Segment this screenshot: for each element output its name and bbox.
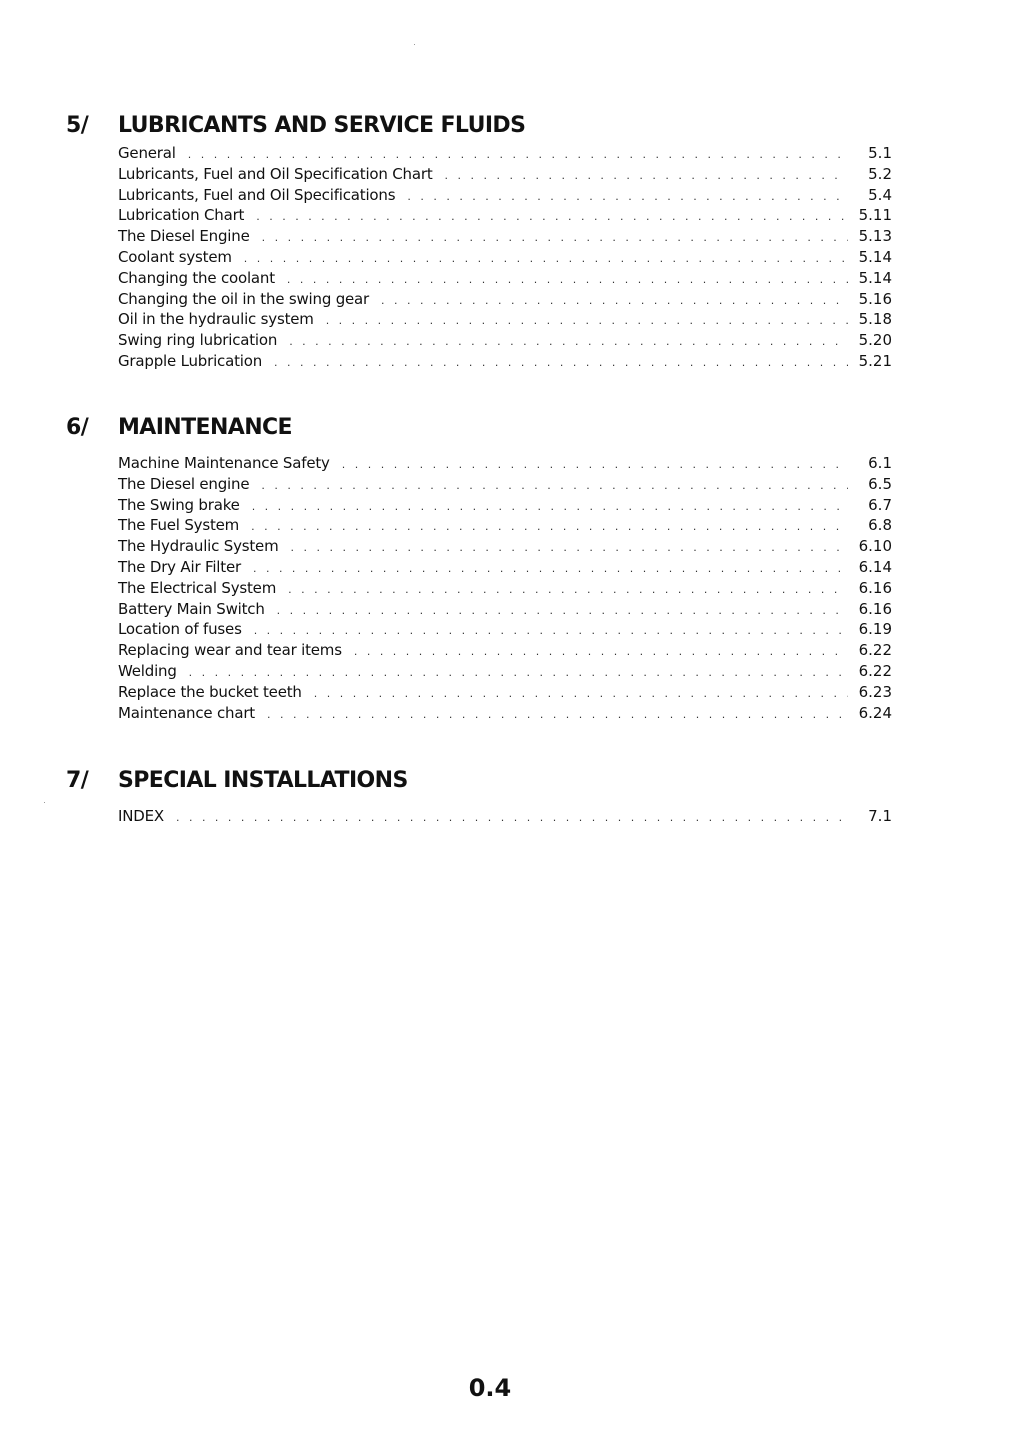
toc-entry-page: 5.21 — [858, 351, 892, 370]
dot-leader — [244, 249, 848, 270]
dot-leader — [291, 538, 849, 559]
section-title: LUBRICANTS AND SERVICE FLUIDS — [118, 113, 526, 138]
toc-entry-page: 6.14 — [858, 557, 892, 576]
toc-entry-page: 5.18 — [858, 310, 892, 329]
toc-entry-label: INDEX — [118, 807, 164, 825]
toc-entry-page: 6.1 — [868, 454, 892, 472]
toc-entry-page: 6.5 — [868, 474, 892, 493]
toc-entry-label: Lubrication Chart — [118, 206, 245, 225]
toc-entry-page: 6.19 — [858, 620, 892, 639]
toc-entry-page: 6.22 — [858, 661, 892, 680]
toc-entry-label: Replacing wear and tear items — [118, 641, 342, 660]
toc-entry — [118, 185, 892, 206]
dot-leader — [262, 228, 848, 249]
dot-leader — [274, 353, 848, 374]
toc-entry-label: Lubricants, Fuel and Oil Specification Chart — [118, 164, 433, 183]
toc-entry — [118, 495, 892, 516]
toc-entry — [118, 578, 892, 599]
dot-leader — [289, 332, 848, 353]
toc-entry — [118, 268, 892, 289]
scan-speck — [414, 44, 415, 45]
toc-entry — [118, 453, 892, 474]
toc-entry — [118, 247, 892, 268]
section-number: 6/ — [66, 415, 89, 440]
toc-entry-page: 7.1 — [868, 807, 892, 825]
toc-entry — [118, 309, 892, 330]
toc-entry-label: The Diesel engine — [118, 474, 250, 493]
toc-entry-page: 5.11 — [858, 206, 892, 225]
toc-entry-label: General — [118, 144, 176, 162]
dot-leader — [189, 663, 848, 684]
toc-entry-page: 6.10 — [858, 537, 892, 556]
toc-entry-label: The Diesel Engine — [118, 227, 250, 246]
toc-entry-label: Changing the oil in the swing gear — [118, 289, 370, 308]
toc-entry-page: 5.4 — [868, 185, 892, 204]
toc-entry-label: Oil in the hydraulic system — [118, 310, 314, 329]
toc-entry-page: 5.20 — [858, 331, 892, 350]
toc-entry-page: 6.22 — [858, 641, 892, 660]
toc-entry — [118, 557, 892, 578]
toc-entry — [118, 515, 892, 536]
toc-entry — [118, 164, 892, 185]
toc-list — [118, 453, 892, 723]
section-title: SPECIAL INSTALLATIONS — [118, 768, 408, 793]
dot-leader — [256, 207, 848, 228]
toc-entry-label: Machine Maintenance Safety — [118, 454, 330, 472]
toc-entry — [118, 143, 892, 164]
toc-list — [118, 806, 892, 827]
section-heading — [0, 768, 1024, 798]
toc-entry-label: Coolant system — [118, 247, 232, 266]
dot-leader — [287, 270, 848, 291]
toc-list — [118, 143, 892, 372]
dot-leader — [288, 580, 848, 601]
dot-leader — [176, 808, 848, 829]
toc-entry — [118, 330, 892, 351]
toc-entry-label: Location of fuses — [118, 620, 242, 639]
toc-entry — [118, 640, 892, 661]
toc-entry-page: 6.16 — [858, 578, 892, 597]
toc-entry-page: 6.7 — [868, 495, 892, 514]
toc-entry-label: The Fuel System — [118, 516, 240, 535]
dot-leader — [314, 684, 848, 705]
toc-entry-label: The Swing brake — [118, 495, 240, 514]
section-title: MAINTENANCE — [118, 415, 292, 440]
toc-entry-label: The Electrical System — [118, 578, 277, 597]
toc-entry-label: Swing ring lubrication — [118, 331, 278, 350]
toc-entry — [118, 599, 892, 620]
toc-entry-page: 6.16 — [858, 599, 892, 618]
toc-entry — [118, 205, 892, 226]
toc-entry-label: Grapple Lubrication — [118, 351, 263, 370]
section-number: 5/ — [66, 113, 89, 138]
toc-entry-page: 5.13 — [858, 227, 892, 246]
toc-entry-page: 5.14 — [858, 268, 892, 287]
scan-speck — [44, 802, 45, 803]
dot-leader — [381, 291, 848, 312]
section-heading — [0, 113, 1024, 143]
toc-entry-label: Changing the coolant — [118, 268, 275, 287]
toc-entry — [118, 682, 892, 703]
toc-entry — [118, 351, 892, 372]
toc-entry-page: 5.2 — [868, 164, 892, 183]
toc-entry — [118, 806, 892, 827]
toc-entry-label: The Dry Air Filter — [118, 557, 241, 576]
section-heading — [0, 415, 1024, 445]
dot-leader — [445, 166, 848, 187]
toc-entry-label: The Hydraulic System — [118, 537, 279, 556]
toc-entry-label: Battery Main Switch — [118, 599, 265, 618]
dot-leader — [277, 601, 848, 622]
toc-entry-label: Lubricants, Fuel and Oil Specifications — [118, 185, 396, 204]
dot-leader — [261, 476, 848, 497]
toc-entry — [118, 661, 892, 682]
toc-entry-page: 6.8 — [868, 516, 892, 535]
section-6 — [0, 415, 1024, 722]
section-7 — [0, 768, 1024, 825]
section-5 — [0, 113, 1024, 370]
dot-leader — [407, 187, 848, 208]
dot-leader — [267, 705, 848, 726]
toc-entry-label: Welding — [118, 661, 177, 680]
toc-entry — [118, 226, 892, 247]
dot-leader — [354, 642, 848, 663]
toc-entry-label: Replace the bucket teeth — [118, 682, 302, 701]
toc-entry-page: 6.23 — [858, 682, 892, 701]
dot-leader — [251, 517, 848, 538]
dot-leader — [253, 559, 848, 580]
dot-leader — [326, 311, 848, 332]
toc-entry-label: Maintenance chart — [118, 703, 255, 722]
dot-leader — [254, 621, 848, 642]
dot-leader — [342, 455, 848, 476]
toc-entry-page: 5.1 — [868, 144, 892, 162]
dot-leader — [252, 497, 848, 518]
toc-entry-page: 5.16 — [858, 289, 892, 308]
toc-entry — [118, 536, 892, 557]
toc-entry — [118, 289, 892, 310]
toc-entry — [118, 474, 892, 495]
toc-entry — [118, 703, 892, 724]
toc-entry — [118, 619, 892, 640]
toc-entry-page: 6.24 — [858, 703, 892, 722]
dot-leader — [188, 145, 848, 166]
toc-entry-page: 5.14 — [858, 247, 892, 266]
page-number: 0.4 — [468, 1374, 512, 1402]
section-number: 7/ — [66, 768, 89, 793]
